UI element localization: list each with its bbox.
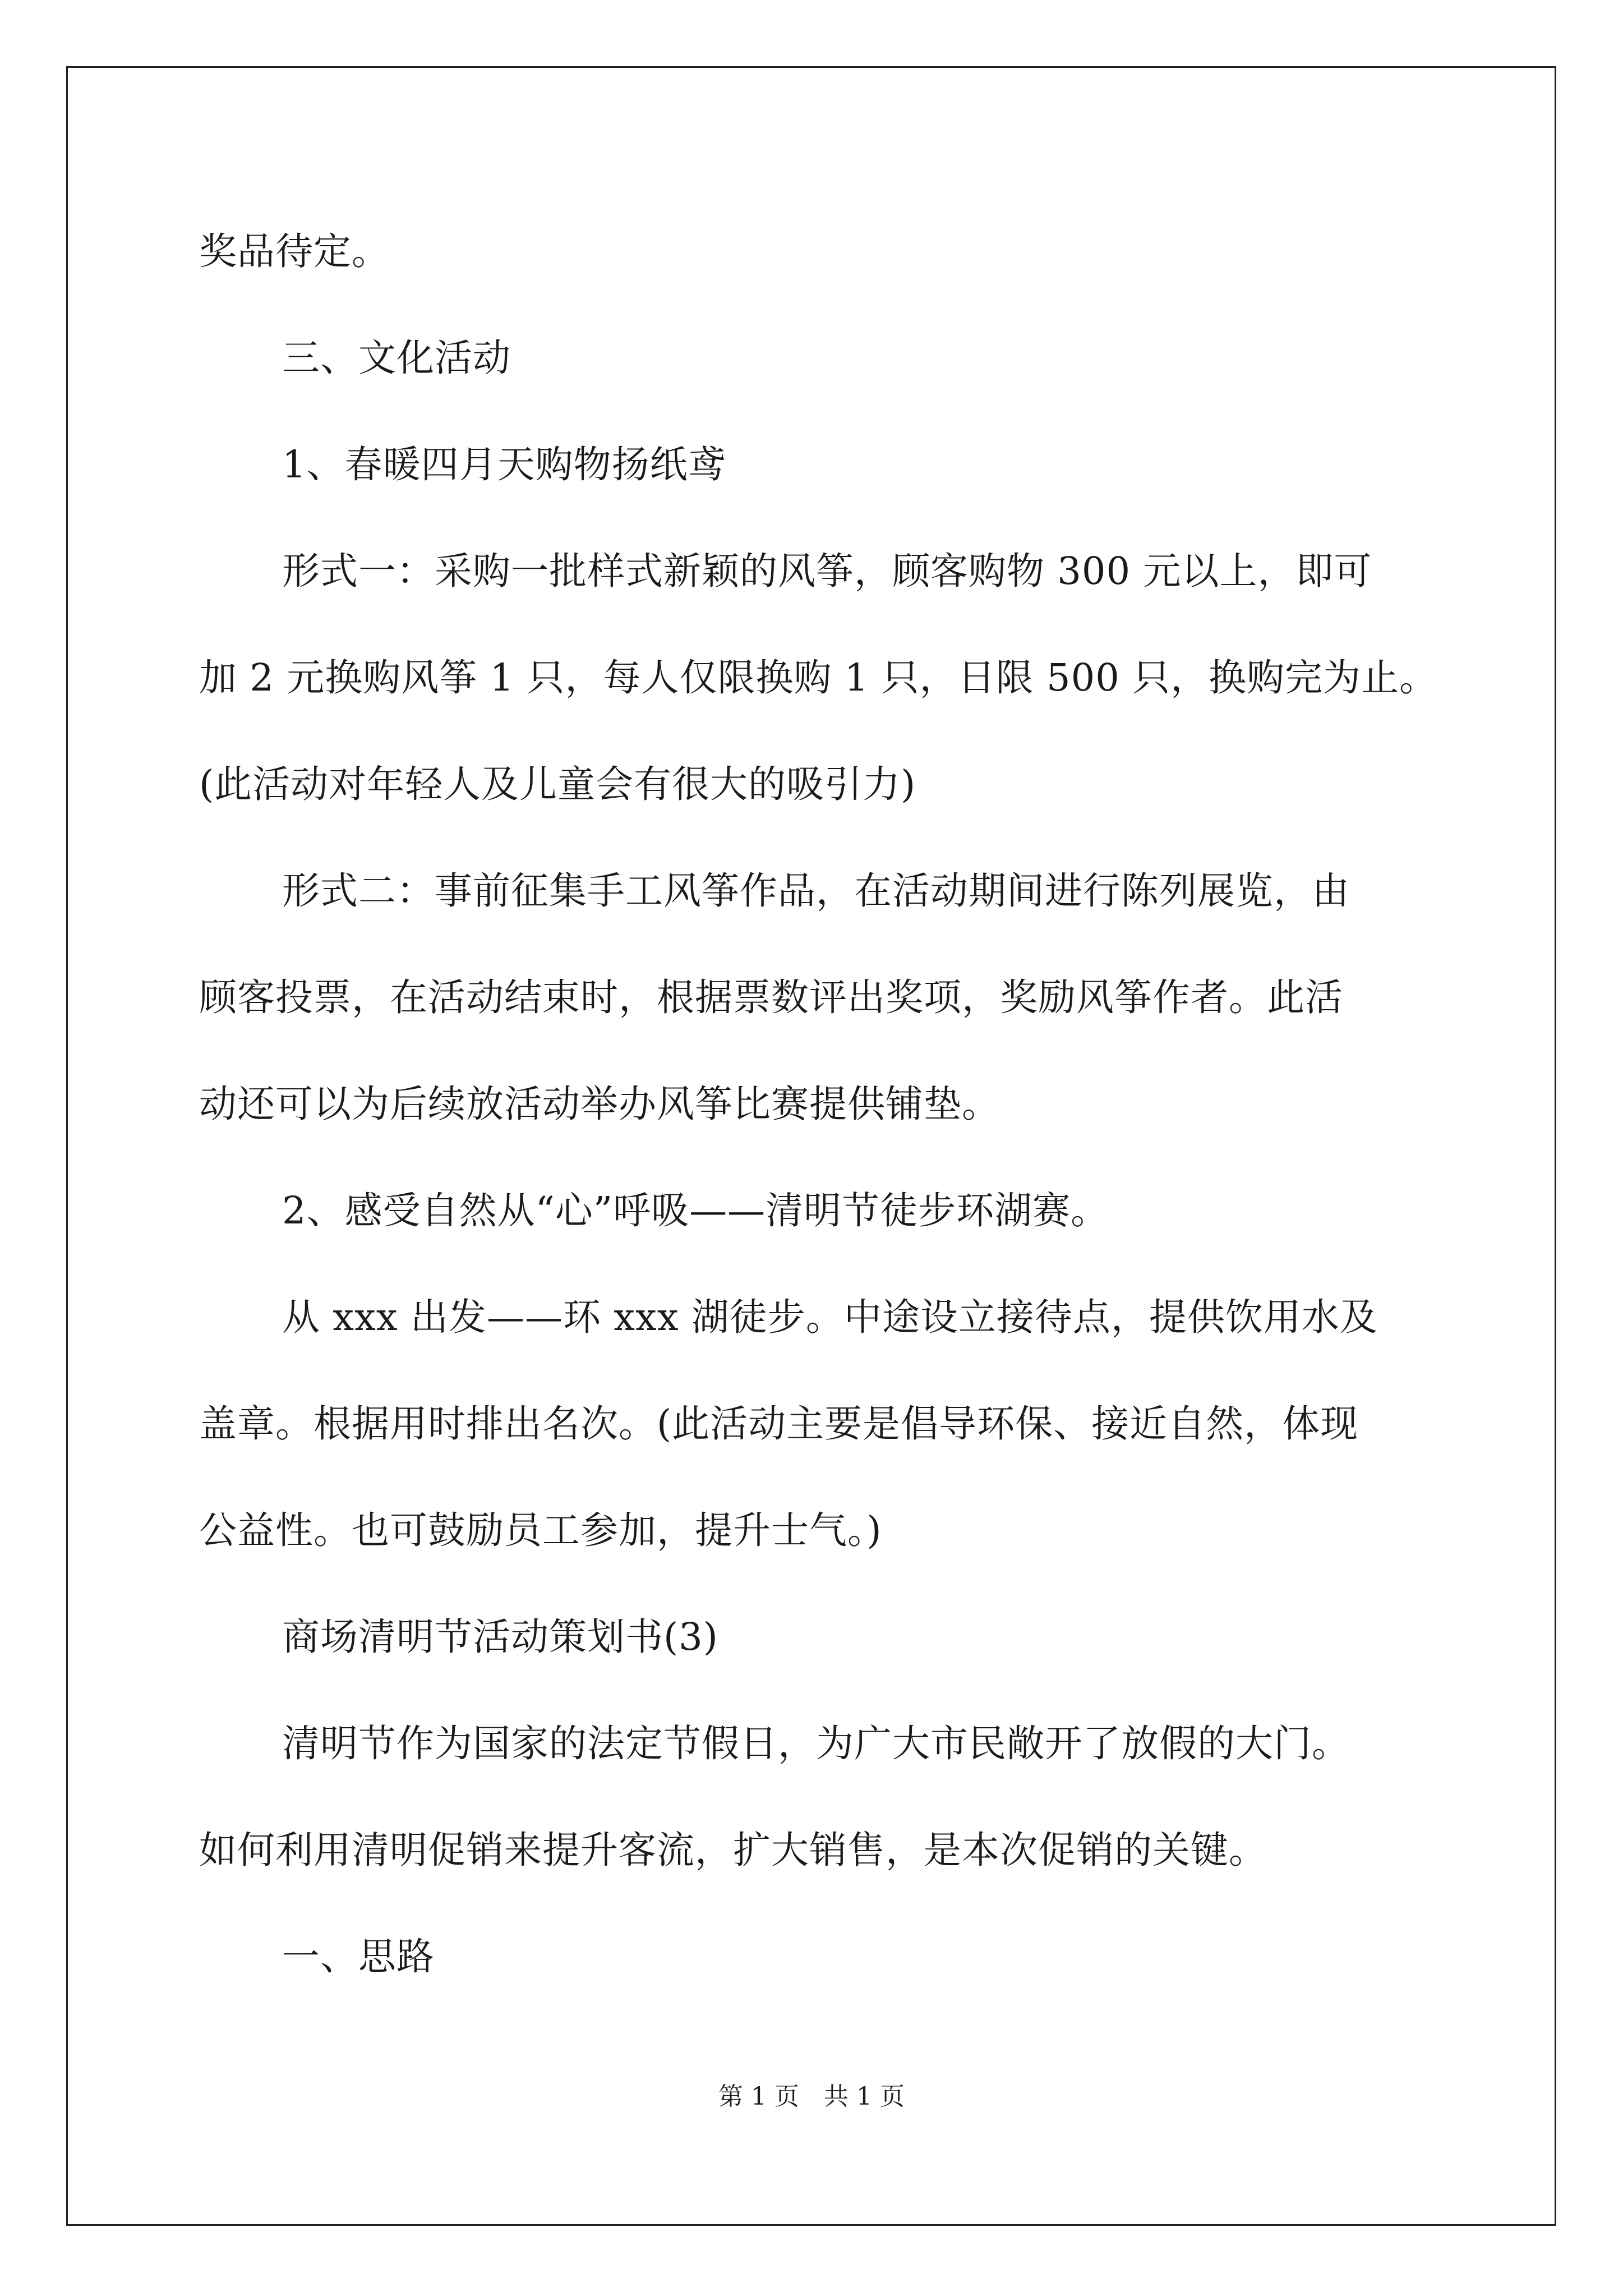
text-line: 顾客投票，在活动结束时，根据票数评出奖项，奖励风筝作者。此活 [199,976,1343,1019]
text-line: 如何利用清明促销来提升客流，扩大销售，是本次促销的关键。 [199,1828,1267,1872]
text-line: 形式一：采购一批样式新颖的风筝，顾客购物 300 元以上，即可 [282,549,1372,593]
text-line: 从 xxx 出发——环 xxx 湖徒步。中途设立接待点，提供饮用水及 [282,1295,1378,1339]
text-line: 公益性。也可鼓励员工参加，提升士气。) [199,1508,882,1552]
page-border [66,66,1556,2226]
document-title: 商场清明节活动策划书(3) [282,1615,718,1659]
text-line: 奖品待定。 [199,229,390,273]
subsection-heading: 1、春暖四月天购物扬纸鸢 [282,443,726,486]
page-total: 共 1 页 [824,2082,905,2111]
subsection-heading: 2、感受自然从“心”呼吸——清明节徒步环湖赛。 [282,1189,1109,1232]
page-footer [0,2080,1623,2114]
section-heading: 一、思路 [282,1935,435,1978]
text-line: (此活动对年轻人及儿童会有很大的吸引力) [199,762,916,806]
text-line: 动还可以为后续放活动举办风筝比赛提供铺垫。 [199,1082,1000,1126]
text-line: 形式二：事前征集手工风筝作品，在活动期间进行陈列展览，由 [282,869,1350,913]
text-line: 盖章。根据用时排出名次。(此活动主要是倡导环保、接近自然，体现 [199,1402,1359,1446]
section-heading: 三、文化活动 [282,336,511,380]
page-number: 第 1 页 [718,2082,799,2111]
text-line: 加 2 元换购风筝 1 只，每人仅限换购 1 只，日限 500 只，换购完为止。 [199,656,1438,700]
text-line: 清明节作为国家的法定节假日，为广大市民敞开了放假的大门。 [282,1722,1350,1765]
